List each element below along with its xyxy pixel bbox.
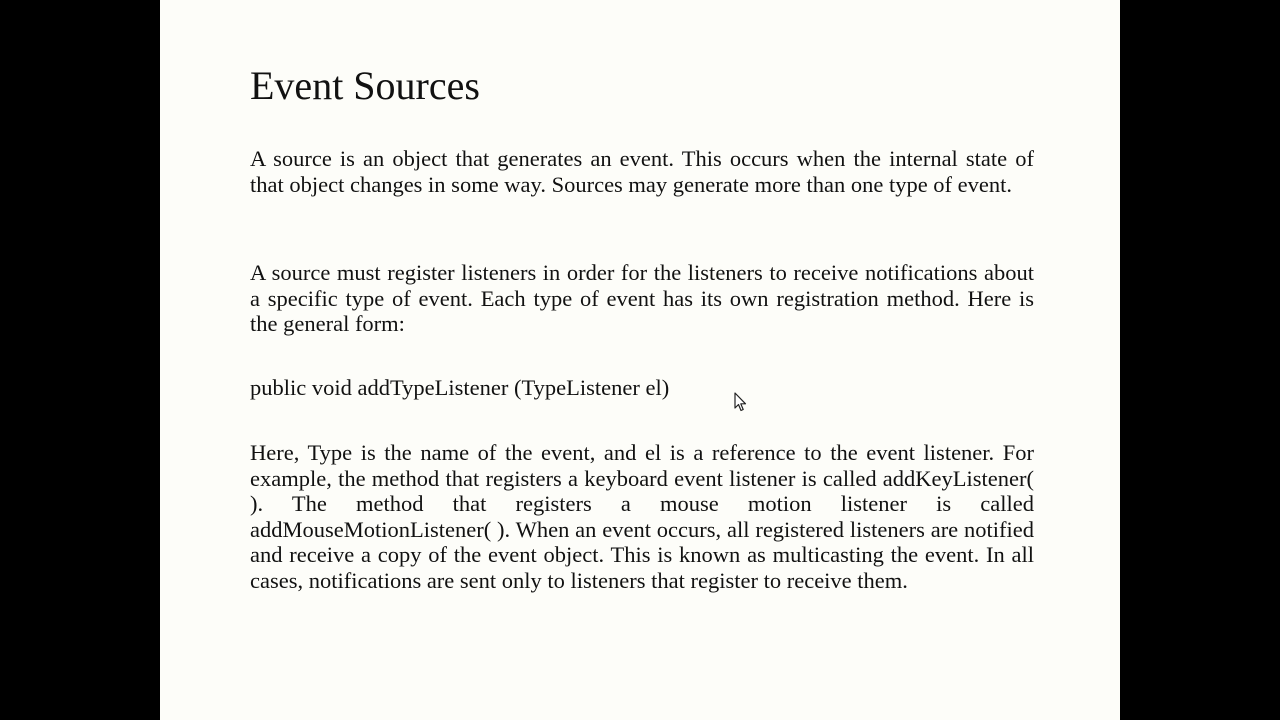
slide-title: Event Sources [250,63,480,108]
paragraph-intro: A source is an object that generates an event. This occurs when the internal state of that object changes in some way. Sources may generate more than one type of event. [250,146,1034,197]
paragraph-explanation: Here, Type is the name of the event, and el is a reference to the event listener. For example, the method that registers a keyboard event listener is called addKeyListener( ). The method that registers a mouse motion listener is called addMouseMotionListener( ). When an event occurs, all registered listeners are notified and receive a copy of the event object. This is known as multicasting the event. In all cases, notifications are sent only to listeners that register to receive them. [250,440,1034,593]
code-general-form: public void addTypeListener (TypeListener el) [250,375,670,400]
paragraph-register: A source must register listeners in order for the listeners to receive notifications about a specific type of event. Each type of event has its own registration method. Here is the general form: [250,260,1034,336]
slide [160,0,1120,720]
mouse-pointer-icon [734,392,748,412]
